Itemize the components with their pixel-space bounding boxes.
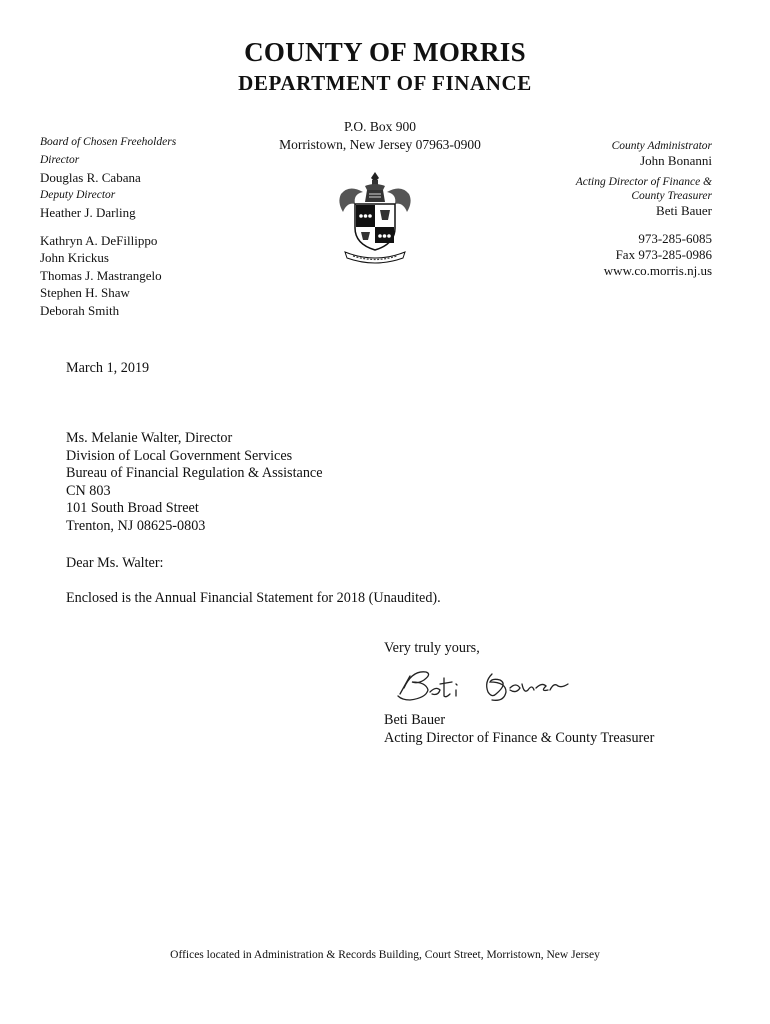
director-name: Douglas R. Cabana	[40, 170, 141, 185]
po-box: P.O. Box 900	[343, 119, 416, 134]
closing: Very truly yours,	[384, 640, 480, 656]
member-name: Kathryn A. DeFillippo	[40, 232, 158, 248]
director-label: Director	[40, 153, 80, 166]
fax-number: Fax 973-285-0986	[615, 247, 712, 262]
mailing-address	[240, 118, 520, 154]
administration-column	[520, 139, 712, 279]
admin-name: John Bonanni	[640, 153, 712, 168]
footer-address: Offices located in Administration & Records Building, Court Street, Morristown, New Jersey	[170, 949, 600, 961]
signer-block	[384, 712, 654, 747]
deputy-label: Deputy Director	[40, 188, 116, 201]
letter-body: Enclosed is the Annual Financial Statement for 2018 (Unaudited).	[66, 590, 441, 606]
recipient-line: Bureau of Financial Regulation & Assistance	[66, 465, 323, 481]
letter-date: March 1, 2019	[66, 360, 150, 376]
member-name: Stephen H. Shaw	[40, 285, 130, 300]
letterhead-title: COUNTY OF MORRIS	[244, 37, 526, 67]
deputy-name: Heather J. Darling	[40, 205, 136, 220]
website-link[interactable]: www.co.morris.nj.us	[603, 263, 712, 278]
acting-director-name: Beti Bauer	[656, 203, 712, 218]
acting-director-label: Acting Director of Finance &	[575, 176, 712, 188]
freeholders-column	[40, 134, 176, 319]
signer-name: Beti Bauer	[384, 712, 446, 728]
recipient-line: Ms. Melanie Walter, Director	[66, 430, 233, 446]
city-line: Morristown, New Jersey 07963-0900	[279, 137, 481, 152]
salutation: Dear Ms. Walter:	[66, 555, 164, 571]
admin-label: County Administrator	[611, 140, 712, 152]
treasurer-label: County Treasurer	[631, 190, 712, 202]
recipient-line: Trenton, NJ 08625-0803	[66, 517, 206, 534]
member-name: Deborah Smith	[40, 302, 120, 318]
member-name: John Krickus	[40, 250, 109, 265]
recipient-address	[66, 430, 323, 535]
member-name: Thomas J. Mastrangelo	[40, 267, 162, 283]
recipient-line: 101 South Broad Street	[66, 500, 199, 516]
recipient-line: Division of Local Government Services	[66, 447, 293, 464]
signer-title: Acting Director of Finance & County Treasurer	[384, 729, 655, 746]
county-seal-icon	[335, 172, 415, 264]
recipient-line: CN 803	[66, 482, 111, 499]
letterhead-subtitle: DEPARTMENT OF FINANCE	[238, 71, 532, 95]
board-label: Board of Chosen Freeholders	[40, 136, 177, 148]
phone-number: 973-285-6085	[638, 231, 712, 246]
signature-icon	[392, 660, 592, 710]
